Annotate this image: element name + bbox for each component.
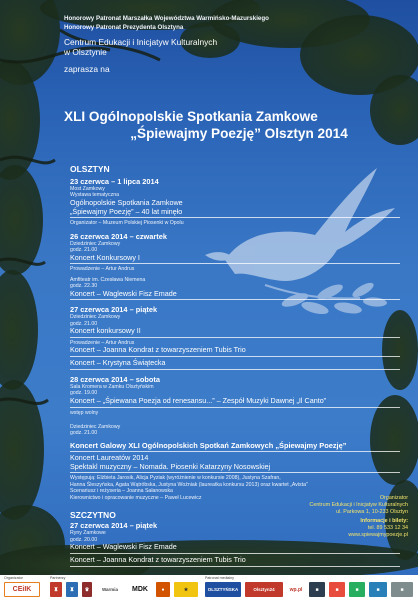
event-text: „Śpiewajmy Poezję” – 40 lat minęło bbox=[70, 208, 400, 219]
olsztyn24-logo: Olsztyn24 bbox=[245, 582, 283, 597]
cast-text: Występują: Elżbieta Jarosik, Alicja Pyziak (wyróżnienie w konkursie 2008), Justyna Szafran, bbox=[70, 475, 281, 482]
partner-crest-2: ♜ bbox=[66, 582, 78, 597]
city-olsztyn: OLSZTYN bbox=[70, 164, 110, 174]
laureates-concert: Koncert Laureatów 2014 bbox=[70, 452, 149, 462]
credits-text: Kierownictwo i opracowanie muzyczne – Paweł Lucewicz bbox=[70, 494, 202, 501]
partner-crest-3: ♛ bbox=[82, 582, 92, 597]
gala-concert: Koncert Galowy XLI Ogólnopolskich Spotkań Zamkowych „Śpiewajmy Poezję” bbox=[70, 441, 400, 452]
sponsor-footer bbox=[0, 575, 418, 600]
event-text: Koncert – Joanna Kondrat z towarzyszeniem Tubis Trio bbox=[70, 346, 400, 357]
partner-crest-1: ♜ bbox=[50, 582, 62, 597]
wp-logo: wp.pl bbox=[287, 582, 305, 597]
partner-logo-yellow: ★ bbox=[174, 582, 198, 597]
venue-text: Amfiteatr im. Czesława Niemena bbox=[70, 276, 146, 283]
header-block bbox=[64, 14, 404, 74]
note-text: wstęp wolny bbox=[70, 409, 99, 416]
city-szczytno: SZCZYTNO bbox=[70, 510, 116, 521]
date-23-june: 23 czerwca – 1 lipca 2014 bbox=[70, 177, 159, 186]
note-text: Organizator – Muzeum Polskiej Piosenki w Opolu bbox=[70, 220, 184, 227]
media-logo-1: ■ bbox=[309, 582, 325, 597]
credits-text: Scenariusz i reżyseria – Joanna Sałanowska bbox=[70, 488, 173, 495]
organizer-contact bbox=[278, 495, 408, 539]
event-text: Koncert Konkursowy I bbox=[70, 254, 400, 265]
venue-text: Most Zamkowy bbox=[70, 186, 105, 192]
cast-text: Hanna Śleszyńska, Agata Wątróbska, Justyna Woźniak (laureatka konkursu 2013) oraz kwartet „Avista” bbox=[70, 481, 308, 488]
event-text: Koncert – Waglewski Fisz Emade bbox=[70, 290, 400, 301]
organizer-name: Centrum Edukacji i Inicjatyw Kulturalnych bbox=[309, 501, 408, 508]
event-title-line-2: „Śpiewajmy Poezję” Olsztyn 2014 bbox=[130, 126, 348, 141]
venue-text: Dziedziniec Zamkowy bbox=[70, 314, 121, 321]
time-text: godz. 21.00 bbox=[70, 430, 98, 437]
event-title-line-1: XLI Ogólnopolskie Spotkania Zamkowe bbox=[64, 109, 318, 124]
patronat-line-1: Honorowy Patronat Marszałka Województwa Warmińsko-Mazurskiego bbox=[64, 15, 269, 22]
invites-text: zaprasza na bbox=[64, 64, 110, 74]
time-text: godz. 19.00 bbox=[70, 390, 98, 397]
venue-text: Dziedziniec Zamkowy bbox=[70, 240, 121, 247]
organizer-label: Organizator bbox=[379, 495, 408, 501]
website-link[interactable]: www.spiewajmypoezje.pl bbox=[348, 531, 408, 538]
event-text: Koncert – „Śpiewana Poezja od renesansu...” – Zespół Muzyki Dawnej „Il Canto” bbox=[70, 397, 400, 408]
phone-number: tel. 89 533 12 34 bbox=[367, 525, 408, 532]
event-text: Ogólnopolskie Spotkania Zamkowe bbox=[70, 197, 183, 207]
time-text: godz. 21.00 bbox=[70, 247, 98, 254]
footer-organizer-label: Organizator bbox=[4, 576, 23, 580]
organizer-name-2: w Olsztynie bbox=[64, 47, 107, 57]
event-text: Koncert konkursowy II bbox=[70, 327, 400, 338]
footer-partners-label: Partnerzy bbox=[50, 576, 66, 580]
time-text: godz. 21.00 bbox=[70, 320, 98, 327]
venue-text: Wystawa tematyczna bbox=[70, 192, 119, 199]
venue-text: Dziedziniec Zamkowy bbox=[70, 424, 121, 431]
warmia-logo: Warmia bbox=[96, 582, 124, 597]
date-szczytno: 27 czerwca 2014 – piątek bbox=[70, 521, 158, 531]
time-text: godz. 20.00 bbox=[70, 536, 98, 543]
info-label: Informacje i bilety: bbox=[360, 518, 408, 525]
organizer-name-1: Centrum Edukacji i Inicjatyw Kulturalnych bbox=[64, 37, 218, 47]
media-logo-5: ■ bbox=[391, 582, 413, 597]
partner-logo-orange: ● bbox=[156, 582, 170, 597]
media-logo-3: ■ bbox=[349, 582, 365, 597]
date-26-june: 26 czerwca 2014 – czwartek bbox=[70, 231, 167, 241]
footer-media-label: Patronat medialny bbox=[205, 576, 234, 580]
event-text: Koncert – Joanna Kondrat z towarzyszeniem Tubis Trio bbox=[70, 556, 400, 567]
patronat-line-2: Honorowy Patronat Prezydenta Olsztyna bbox=[64, 24, 184, 31]
mdk-logo: MDK bbox=[128, 582, 152, 597]
venue-text: Sala Kromera w Zamku Olsztyńskim bbox=[70, 384, 154, 391]
note-text: Prowadzenie – Artur Andrus bbox=[70, 266, 135, 273]
event-text: Koncert – Waglewski Fisz Emade bbox=[70, 543, 400, 554]
event-text: Koncert – Krystyna Świątecka bbox=[70, 359, 400, 370]
venue-text: Ryny Zamkowe bbox=[70, 530, 106, 537]
event-title bbox=[64, 108, 414, 142]
media-logo-4: ■ bbox=[369, 582, 387, 597]
media-logo-2: ■ bbox=[329, 582, 345, 597]
time-text: godz. 22.30 bbox=[70, 283, 98, 290]
olsztynska-logo: OLSZTYŃSKA bbox=[205, 582, 241, 597]
date-28-june: 28 czerwca 2014 – sobota bbox=[70, 375, 160, 385]
event-text: Spektakl muzyczny – Nomada. Piosenki Katarzyny Nosowskiej bbox=[70, 463, 400, 474]
date-27-june: 27 czerwca 2014 – piątek bbox=[70, 305, 158, 315]
ceik-logo: CEiIK bbox=[4, 582, 40, 597]
organizer-address: ul. Parkowa 1, 10-233 Olsztyn bbox=[336, 508, 408, 515]
note-text: Prowadzenie – Artur Andrus bbox=[70, 340, 135, 347]
